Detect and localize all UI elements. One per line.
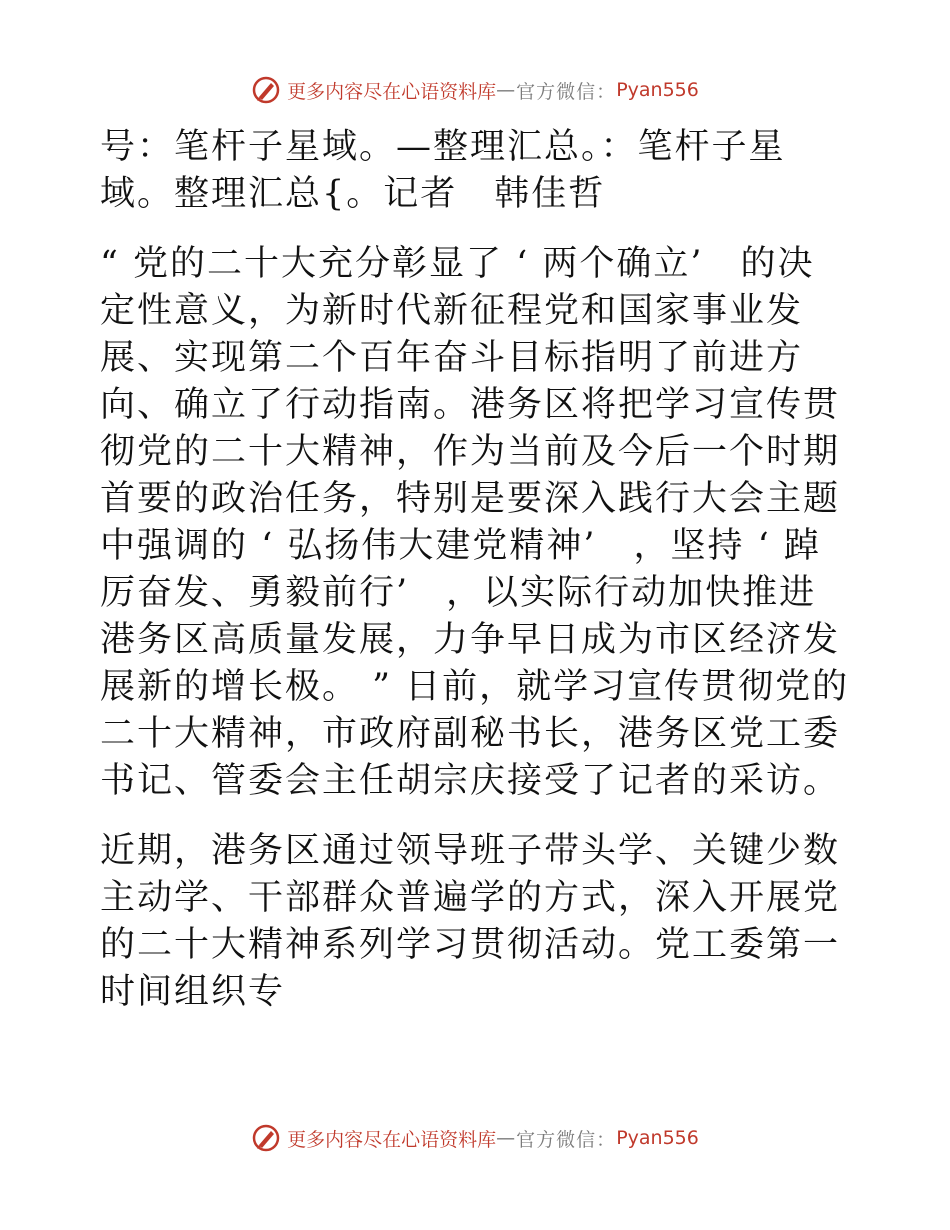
document-body [100, 124, 850, 1016]
header-watermark [0, 72, 950, 108]
watermark-official: 官方微信： [516, 1128, 617, 1151]
watermark-separator: — [496, 79, 517, 101]
pen-logo-icon [251, 75, 281, 105]
watermark-wechat-id: Pyan556 [616, 1127, 699, 1149]
paragraph-recent: 近期，港务区通过领导班子带头学、关键少数主动学、干部群众普遍学的方式，深入开展党的二十大精神系列学习贯彻活动。党工委第一时间组织专 [100, 831, 841, 1012]
watermark-brand: 更多内容尽在心语资料库 [287, 80, 497, 103]
paragraph-byline: 号：笔杆子星域。—整理汇总。：笔杆子星域。整理汇总{。记者 韩佳哲 [100, 127, 786, 214]
watermark-separator: — [496, 1127, 517, 1149]
watermark-wechat-id: Pyan556 [616, 79, 699, 101]
paragraph-quote: “ 党的二十大充分彰显了 ‘ 两个确立’ 的决定性意义，为新时代新征程党和国家事业发展、实现第二个百年奋斗目标指明了前进方向、确立了行动指南。港务区将把学习宣传贯彻党的二十大精神，作为当前及今后一个时期首要的政治任务，特别是要深入践行大会主题中强调的 ‘ 弘扬伟大建党精神’ ，坚持 ‘ 踔厉奋发、勇毅前行’ ，以实际行动加快推进港务区高质量发展，力争早日成为市区经济发展新的增长极。 ” 日前，就学习宣传贯彻党的二十大精神，市政府副秘书长，港务区党工委书记、管委会主任胡宗庆接受了记者的采访。 [100, 244, 850, 801]
watermark-brand: 更多内容尽在心语资料库 [287, 1128, 497, 1151]
footer-watermark [0, 1120, 950, 1156]
pen-logo-icon [251, 1123, 281, 1153]
watermark-official: 官方微信： [516, 80, 617, 103]
